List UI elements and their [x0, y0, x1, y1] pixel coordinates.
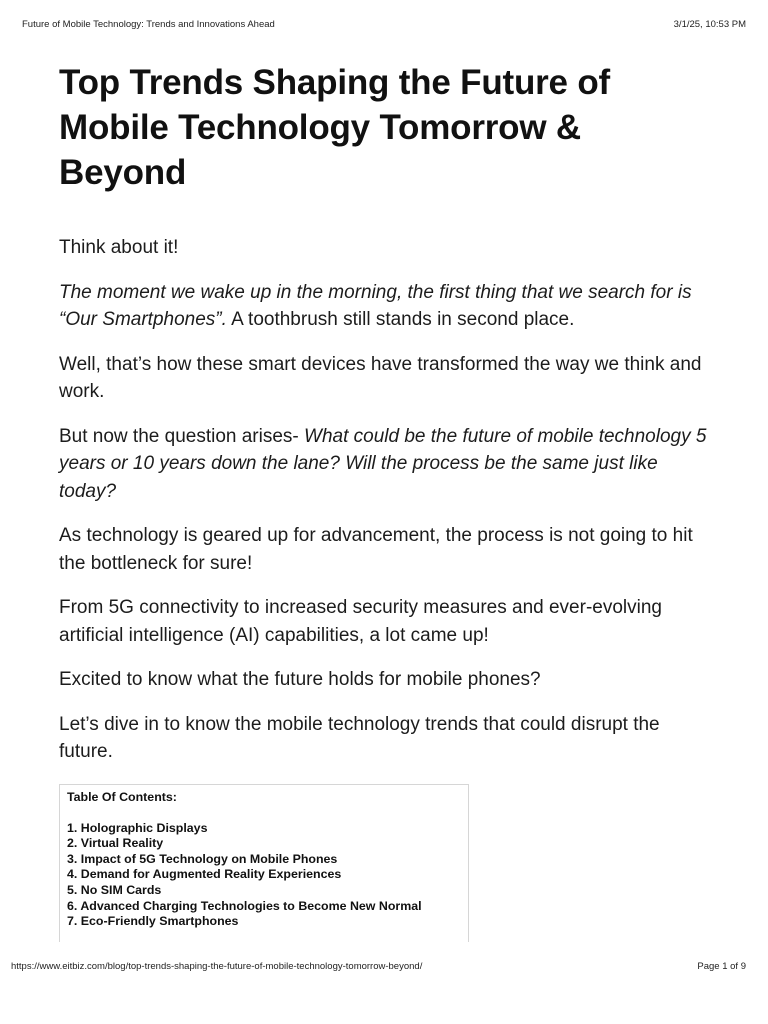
print-footer-page-number: Page 1 of 9 [697, 961, 746, 972]
paragraph-2-rest: A toothbrush still stands in second place. [226, 309, 575, 330]
toc-title: Table Of Contents: [67, 789, 177, 804]
paragraph-8: Let’s dive in to know the mobile technology trends that could disrupt the future. [59, 713, 660, 762]
table-of-contents [59, 784, 469, 942]
paragraph-2-italic: The moment we wake up in the morning, the first thing that we search for is “Our Smartphones”. [59, 281, 692, 330]
toc-item[interactable]: 7. Eco-Friendly Smartphones [67, 914, 239, 929]
paragraph-2 [59, 279, 709, 334]
toc-list [67, 821, 461, 930]
print-header-datetime: 3/1/25, 10:53 PM [673, 19, 746, 30]
toc-item[interactable]: 3. Impact of 5G Technology on Mobile Phones [67, 851, 338, 866]
print-footer-url: https://www.eitbiz.com/blog/top-trends-shaping-the-future-of-mobile-technology-tomorrow-beyond/ [11, 961, 423, 972]
toc-item[interactable]: 4. Demand for Augmented Reality Experiences [67, 867, 342, 882]
paragraph-5: As technology is geared up for advancement, the process is not going to hit the bottleneck for sure! [59, 525, 693, 574]
print-header [22, 19, 746, 30]
article-body [59, 234, 709, 766]
article-content [59, 60, 709, 942]
print-header-title: Future of Mobile Technology: Trends and Innovations Ahead [22, 19, 275, 30]
paragraph-3: Well, that’s how these smart devices have transformed the way we think and work. [59, 353, 702, 402]
paragraph-4 [59, 423, 709, 506]
toc-item[interactable]: 6. Advanced Charging Technologies to Become New Normal [67, 898, 422, 913]
paragraph-1: Think about it! [59, 237, 179, 258]
article-title: Top Trends Shaping the Future of Mobile Technology Tomorrow & Beyond [59, 63, 610, 192]
paragraph-7: Excited to know what the future holds for mobile phones? [59, 669, 541, 690]
paragraph-6: From 5G connectivity to increased security measures and ever-evolving artificial intelligence (AI) capabilities, a lot came up! [59, 597, 662, 646]
paragraph-4-italic: What could be the future of mobile technology 5 years or 10 years down the lane? Will the process be the same just like today? [59, 425, 707, 502]
toc-item[interactable]: 5. No SIM Cards [67, 883, 162, 898]
toc-item[interactable]: 2. Virtual Reality [67, 836, 164, 851]
print-footer [11, 961, 746, 972]
toc-item[interactable]: 1. Holographic Displays [67, 820, 208, 835]
paragraph-4-start: But now the question arises- [59, 425, 305, 447]
